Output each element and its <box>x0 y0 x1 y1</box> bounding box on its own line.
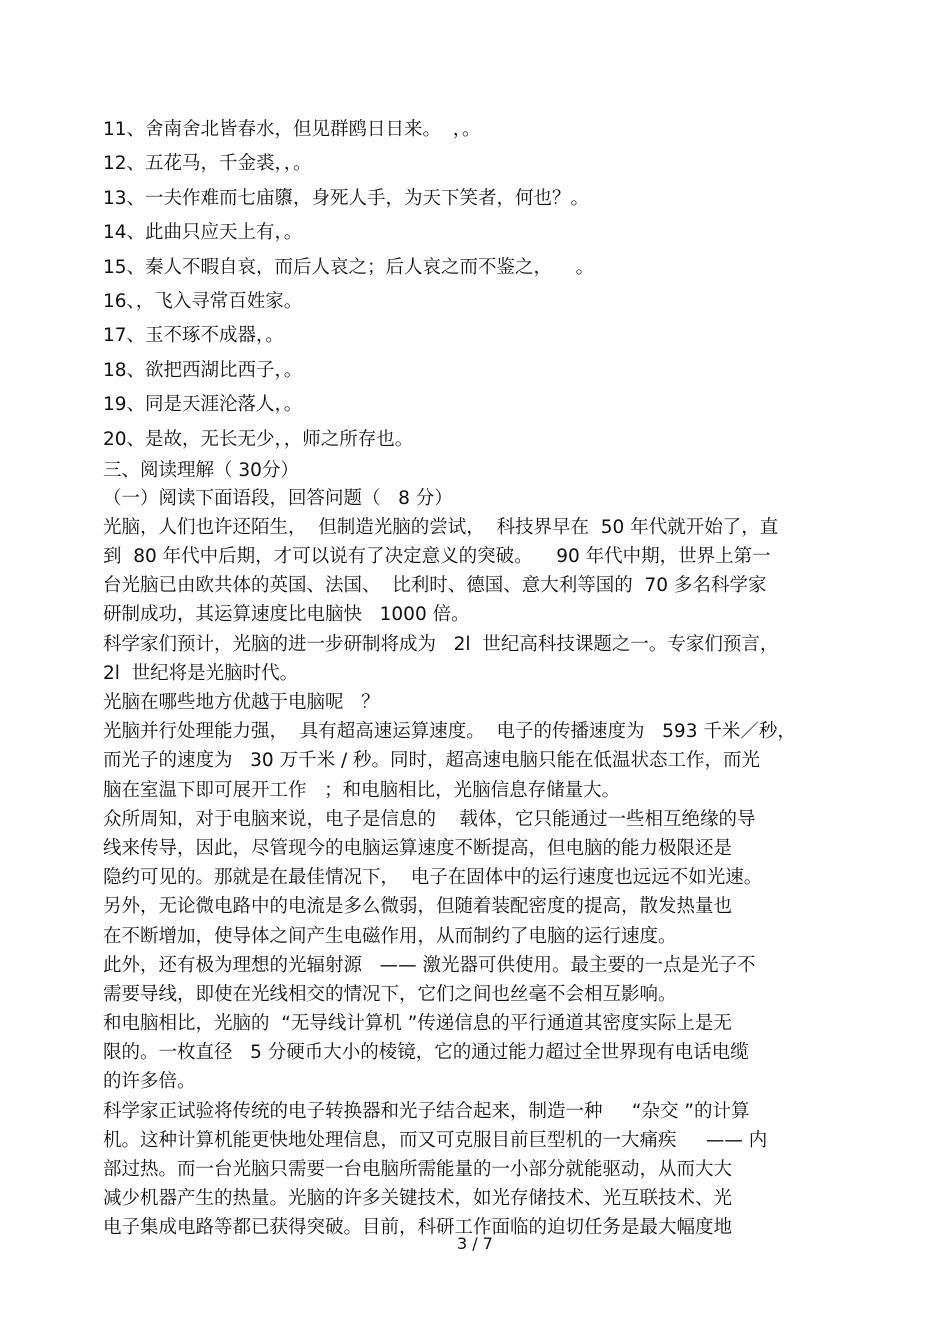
question-18: 18、欲把西湖比西子，。 <box>103 359 303 381</box>
section-title: 三、阅读理解（ 30分） <box>103 459 299 481</box>
passage-line: 另外，无论微电路中的电流是多么微弱，但随着装配密度的提高，散发热量也 <box>103 896 733 918</box>
passage-line: 科学家们预计，光脑的进一步研制将成为 2l 世纪高科技课题之一。专家们预言， <box>103 633 779 655</box>
passage-line: 此外，还有极为理想的光辐射源 —— 激光器可供使用。最主要的一点是光子不 <box>103 954 756 976</box>
passage-line: 而光子的速度为 30 万千米 / 秒。同时，超高速电脑只能在低温状态工作，而光 <box>103 750 761 772</box>
passage-line: 限的。一枚直径 5 分硬币大小的棱镜，它的通过能力超过全世界现有电话电缆 <box>103 1042 749 1064</box>
question-11: 11、舍南舍北皆春水，但见群鸥日日来。 ，。 <box>103 119 481 140</box>
passage-line: 电子集成电路等都已获得突破。目前，科研工作面临的迫切任务是最大幅度地 <box>103 1217 733 1239</box>
fill-in-questions <box>103 113 863 457</box>
passage-line: 光脑并行处理能力强， 具有超高速运算速度。 电子的传播速度为 593 千米／秒， <box>103 721 796 743</box>
passage-line: 众所周知，对于电脑来说，电子是信息的 载体，它只能通过一些相互绝缘的导 <box>103 808 756 830</box>
question-16: 16、，飞入寻常百姓家。 <box>103 290 303 312</box>
page-content <box>103 113 863 1243</box>
passage-line: 科学家正试验将传统的电子转换器和光子结合起来，制造一种 “杂交 ”的计算 <box>103 1100 750 1122</box>
question-17: 17、玉不琢不成器，。 <box>103 325 284 347</box>
passage-line: 光脑在哪些地方优越于电脑呢 ？ <box>103 692 380 714</box>
passage-line: 在不断增加，使导体之间产生电磁作用，从而制约了电脑的运行速度。 <box>103 925 677 947</box>
passage-line: 的许多倍。 <box>103 1071 196 1093</box>
passage-line: 部过热。而一台光脑只需要一台电脑所需能量的一小部分就能驱动，从而大大 <box>103 1159 733 1181</box>
passage-line: 和电脑相比，光脑的 “无导线计算机 ”传递信息的平行通道其密度实际上是无 <box>103 1013 732 1035</box>
passage-line: 到 80 年代中后期，才可以说有了决定意义的突破。 90 年代中期，世界上第一 <box>103 546 771 568</box>
sub-section-title: （一）阅读下面语段，回答问题（ 8 分） <box>103 487 453 509</box>
passage-line: 脑在室温下即可展开工作 ；和电脑相比，光脑信息存储量大。 <box>103 779 621 801</box>
passage-line: 减少机器产生的热量。光脑的许多关键技术，如光存储技术、光互联技术、光 <box>103 1188 733 1210</box>
question-14: 14、此曲只应天上有，。 <box>103 222 303 244</box>
question-12: 12、五花马，千金裘，，。 <box>103 153 312 175</box>
passage-line: 需要导线，即使在光线相交的情况下，它们之间也丝毫不会相互影响。 <box>103 983 677 1005</box>
page-number: 3 / 7 <box>457 1234 493 1253</box>
passage-line: 2l 世纪将是光脑时代。 <box>103 662 299 684</box>
question-20: 20、是故，无长无少，，师之所存也。 <box>103 428 414 450</box>
question-15: 15、秦人不暇自哀，而后人哀之；后人哀之而不鉴之， 。 <box>103 256 595 278</box>
passage-line: 光脑，人们也许还陌生， 但制造光脑的尝试， 科技界早在 50 年代就开始了，直 <box>103 516 779 538</box>
question-13: 13、一夫作难而七庙隳，身死人手，为天下笑者，何也？。 <box>103 187 590 209</box>
passage-line: 隐约可见的。那就是在最佳情况下， 电子在固体中的运行速度也远远不如光速。 <box>103 867 763 889</box>
passage-line: 台光脑已由欧共体的英国、法国、 比利时、德国、意大利等国的 70 多名科学家 <box>103 575 767 597</box>
passage-line: 机。这种计算机能更快地处理信息，而又可克服目前巨型机的一大痛疾 —— 内 <box>103 1129 768 1151</box>
passage-line: 研制成功，其运算速度比电脑快 1000 倍。 <box>103 604 470 626</box>
passage-line: 线来传导，因此，尽管现今的电脑运算速度不断提高，但电脑的能力极限还是 <box>103 837 733 859</box>
question-19: 19、同是天涯沦落人，。 <box>103 394 303 416</box>
reading-passage <box>103 513 863 1243</box>
